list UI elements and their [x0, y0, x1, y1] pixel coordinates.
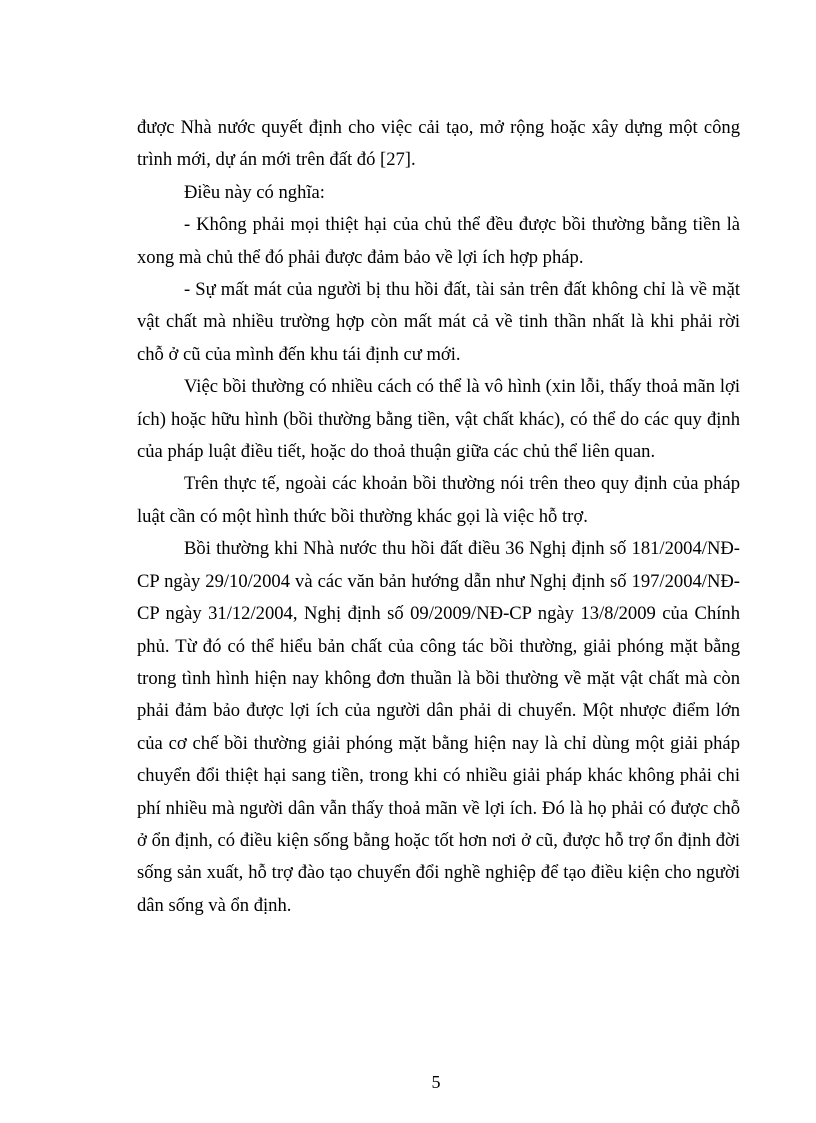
- paragraph-decrees: Bồi thường khi Nhà nước thu hồi đất điều 36 Nghị định số 181/2004/NĐ-CP ngày 29/10/2004 và các văn bản hướng dẫn như Nghị định số 197/2004/NĐ-CP ngày 31/12/2004, Nghị định số 09/2009/NĐ-CP ngày 13/8/2009 của Chính phủ. Từ đó có thể hiểu bản chất của công tác bồi thường, giải phóng mặt bằng trong tình hình hiện nay không đơn thuần là bồi thường về mặt vật chất mà còn phải đảm bảo được lợi ích của người dân phải di chuyển. Một nhược điểm lớn của cơ chế bồi thường giải phóng mặt bằng hiện nay là chỉ dùng một giải pháp chuyển đổi thiệt hại sang tiền, trong khi có nhiều giải pháp khác không phải chi phí nhiều mà người dân vẫn thấy thoả mãn về lợi ích. Đó là họ phải có được chỗ ở ổn định, có điều kiện sống bằng hoặc tốt hơn nơi ở cũ, được hỗ trợ ổn định đời sống sản xuất, hỗ trợ đào tạo chuyển đổi nghề nghiệp để tạo điều kiện cho người dân sống và ổn định.: [137, 538, 740, 916]
- body-text: [137, 112, 740, 922]
- paragraph-support: Trên thực tế, ngoài các khoản bồi thường nói trên theo quy định của pháp luật cần có một hình thức bồi thường khác gọi là việc hỗ trợ.: [137, 473, 740, 527]
- paragraph-bullet-loss: - Sự mất mát của người bị thu hồi đất, tài sản trên đất không chỉ là về mặt vật chất mà nhiều trường hợp còn mất mát cả về tinh thần nhất là khi phải rời chỗ ở cũ của mình đến khu tái định cư mới.: [137, 279, 740, 365]
- paragraph-continuation: được Nhà nước quyết định cho việc cải tạo, mở rộng hoặc xây dựng một công trình mới, dự án mới trên đất đó [27].: [137, 117, 740, 171]
- paragraph-meaning-intro: Điều này có nghĩa:: [184, 181, 325, 203]
- paragraph-compensation-forms: Việc bồi thường có nhiều cách có thể là vô hình (xin lỗi, thấy thoả mãn lợi ích) hoặc hữu hình (bồi thường bằng tiền, vật chất khác), có thể do các quy định của pháp luật điều tiết, hoặc do thoả thuận giữa các chủ thể liên quan.: [137, 376, 740, 463]
- page-number: 5: [431, 1072, 441, 1092]
- paragraph-bullet-damage: - Không phải mọi thiệt hại của chủ thể đều được bồi thường bằng tiền là xong mà chủ thể đó phải được đảm bảo về lợi ích hợp pháp.: [137, 214, 740, 268]
